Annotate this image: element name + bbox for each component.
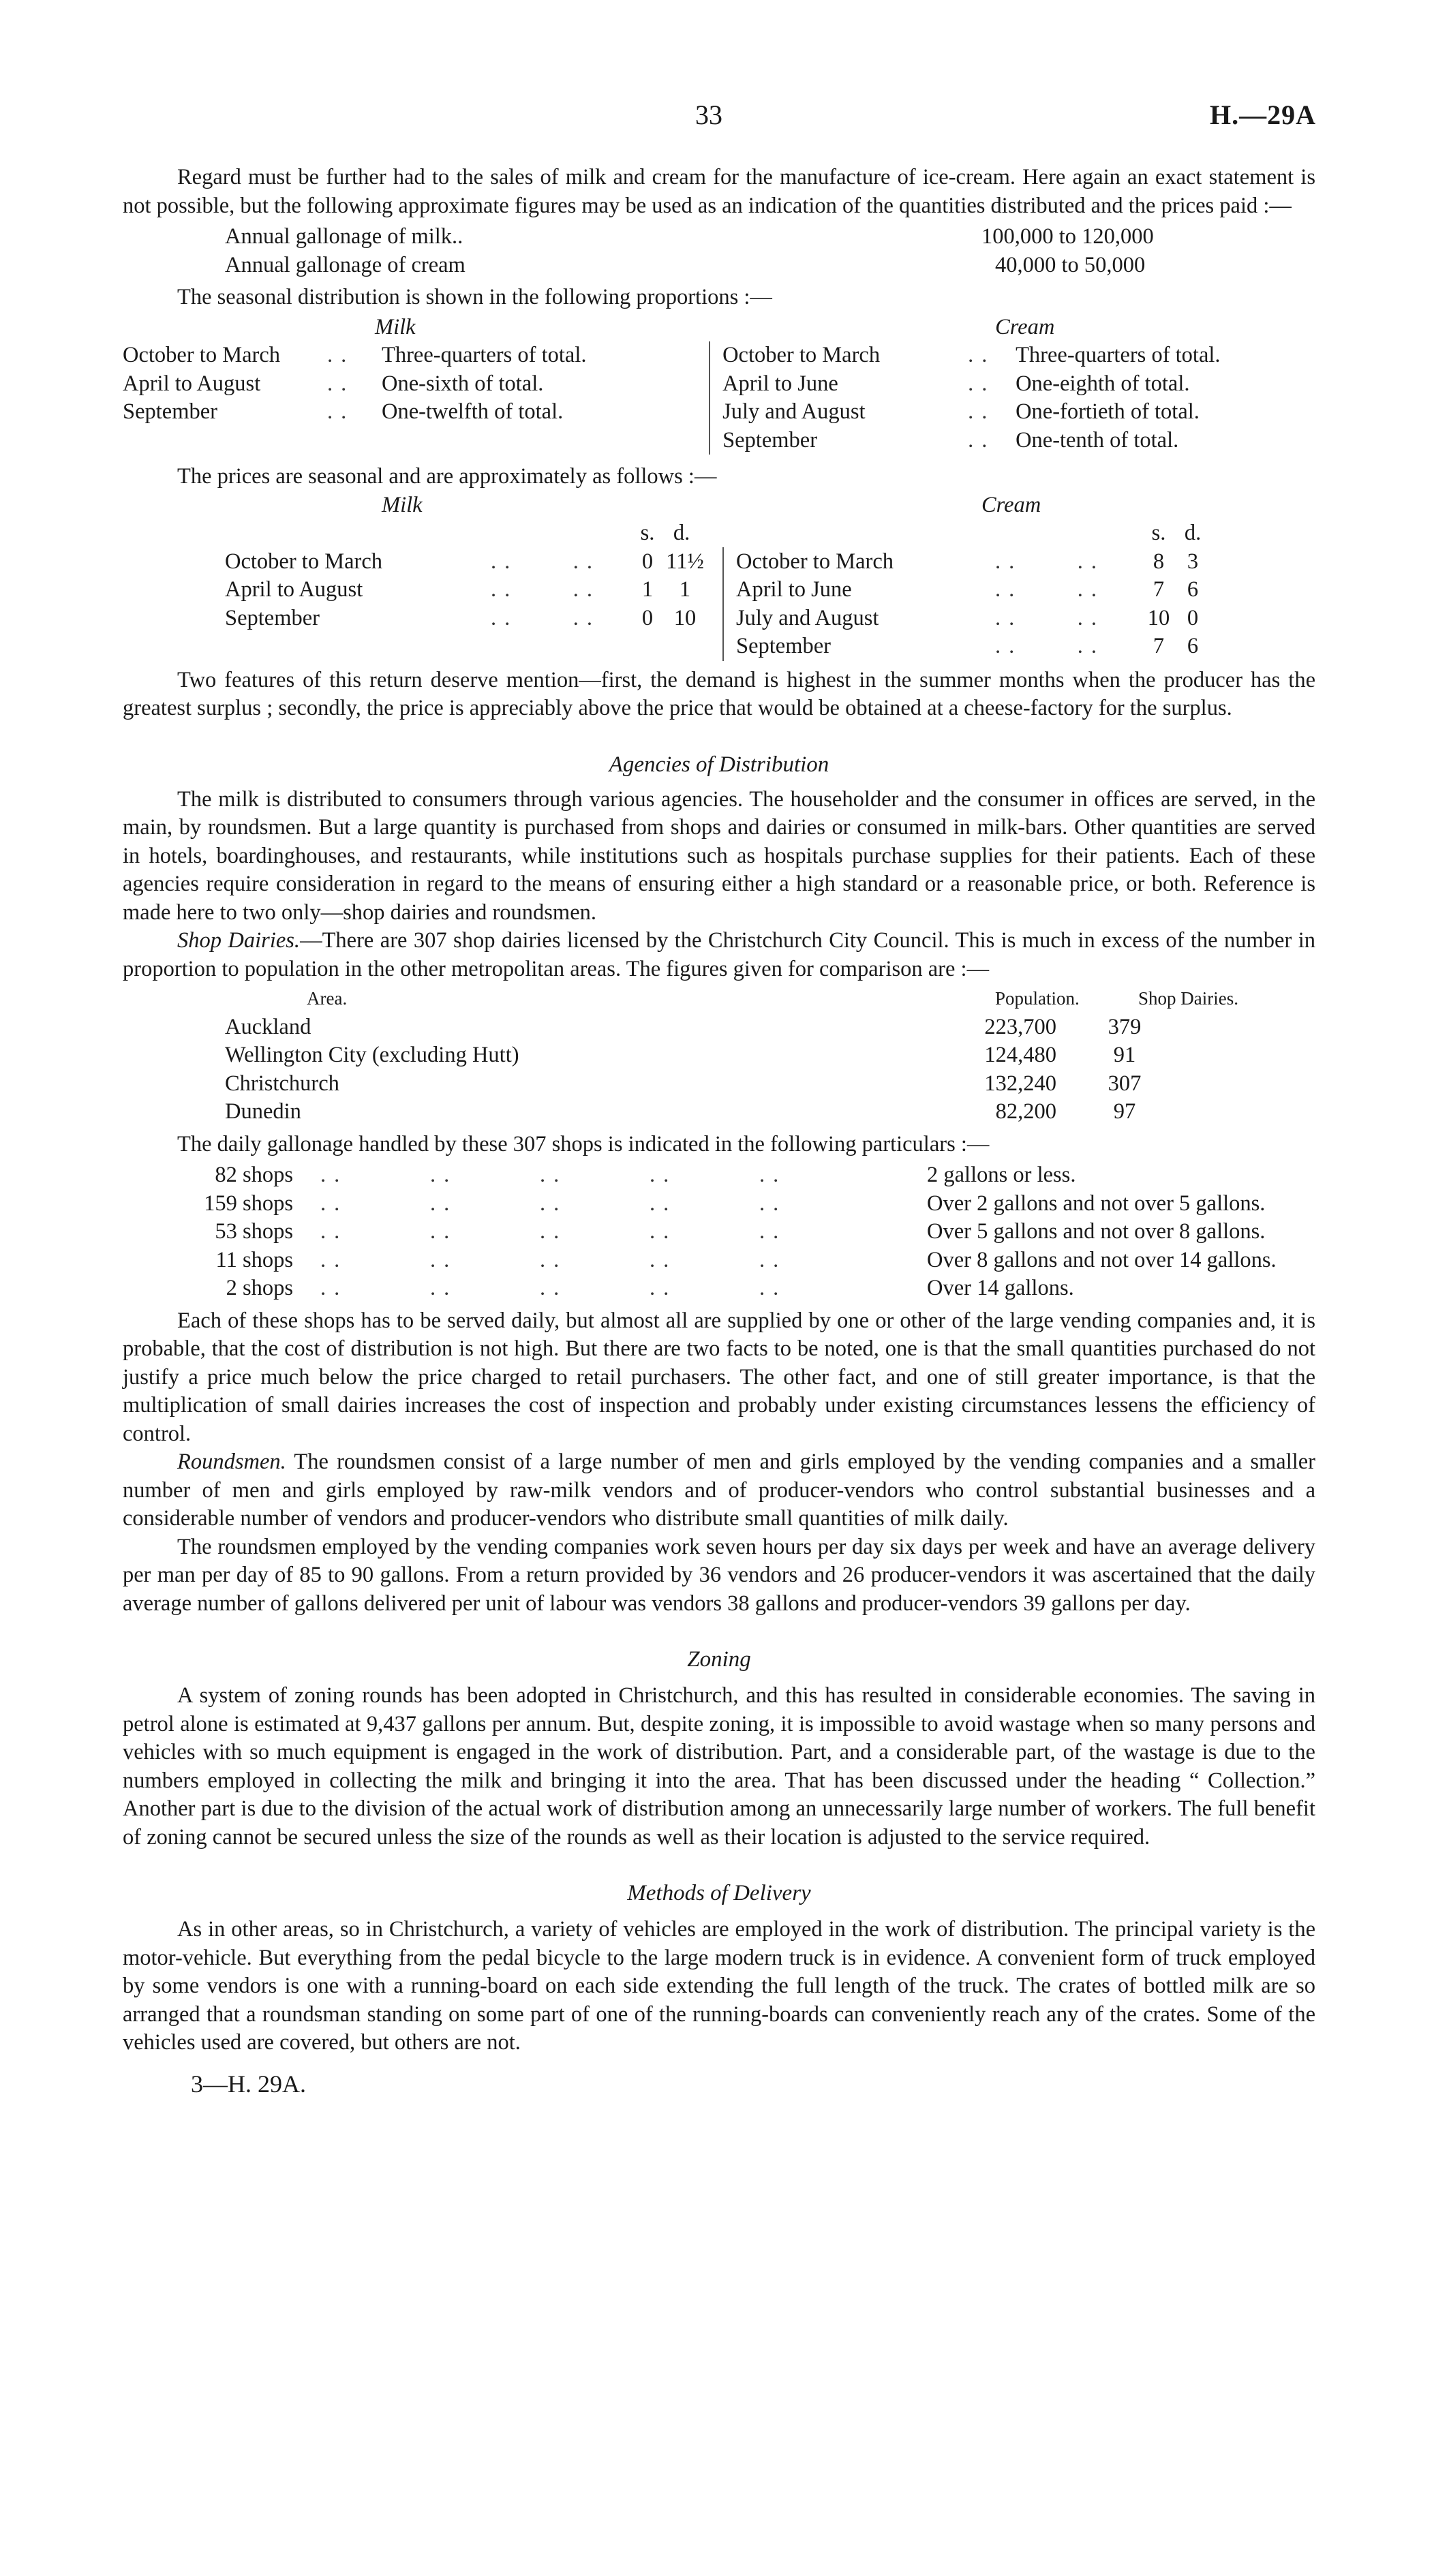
- period: July and August: [736, 605, 879, 630]
- prices-milk-title: Milk: [382, 492, 423, 517]
- period: April to June: [722, 371, 838, 396]
- shop-dairies: 91: [1113, 1043, 1136, 1067]
- gallonage-row: [123, 1274, 1315, 1303]
- period: October to March: [722, 343, 881, 367]
- shop-count: 2 shops: [226, 1276, 293, 1300]
- pence: 11½: [666, 549, 704, 574]
- prices-milk: [123, 491, 722, 661]
- prices-cream-row: [736, 604, 1315, 633]
- seasonal-cream: [709, 314, 1315, 455]
- shillings: 8: [1153, 549, 1165, 574]
- section-heading-agencies: Agencies of Distribution: [609, 752, 829, 777]
- period: April to August: [123, 371, 261, 396]
- gallon-range: Over 5 gallons and not over 8 gallons.: [927, 1219, 1266, 1244]
- shop-count: 82 shops: [215, 1163, 293, 1187]
- page-number: 33: [695, 99, 722, 130]
- period: October to March: [736, 549, 894, 574]
- leader: .. .. .. .. ..: [320, 1191, 787, 1216]
- seasonal-cream-title: Cream: [995, 314, 1055, 339]
- header-shop-dairies: Shop Dairies.: [1138, 988, 1238, 1009]
- roundsmen-delivery-paragraph: The roundsmen employed by the vending companies work seven hours per day six days per week and have an average delivery per man per day of 85 to 90 gallons. From a return provided by 36 vendors and 26 producer-vendors it was ascertained that the daily average number of gallons delivered per unit of labour was vendors 38 gallons and producer-vendors 39 gallons per day.: [123, 1534, 1315, 1616]
- period: April to June: [736, 577, 852, 602]
- gallonage-list: [225, 223, 1288, 279]
- leader: ..: [327, 371, 355, 396]
- leader: .. ..: [995, 605, 1105, 630]
- shillings: 10: [1147, 605, 1170, 630]
- population-row: [123, 1013, 1315, 1042]
- share: One-sixth of total.: [382, 371, 544, 396]
- shillings: 7: [1153, 634, 1165, 658]
- pence: 0: [1187, 605, 1199, 630]
- leader: .. ..: [491, 577, 600, 602]
- roundsmen-text: The roundsmen consist of a large number of men and girls employed by the vending companies and a smaller number of men and girls employed by raw-milk vendors and of producer-vendors who control substantial businesses and a considerable number of vendors and producer-vendors who distribute small quantities of milk daily.: [123, 1450, 1315, 1531]
- population-row: [123, 1041, 1315, 1070]
- shop-dairies-paragraph: [123, 927, 1315, 983]
- leader: ..: [968, 427, 996, 453]
- shillings: 0: [641, 605, 654, 630]
- population-row: [123, 1070, 1315, 1099]
- page-body: [123, 164, 1315, 2098]
- prices-cream-row: [736, 576, 1315, 604]
- delivery-paragraph: As in other areas, so in Christchurch, a variety of vehicles are employed in the work of distribution. The principal variety is the motor-vehicle. But everything from the pedal bicycle to the large modern truck is in evidence. A convenient form of truck employed by some vendors is one with a running-board on each side extending the full length of the truck. The crates of bottled milk are so arranged that a roundsman standing on some part of one of the running-boards can conveniently reach any of the crates. Some of the vehicles used are covered, but others are not.: [123, 1917, 1315, 2055]
- leader: ..: [327, 399, 355, 424]
- share: Three-quarters of total.: [382, 343, 587, 367]
- section-heading-delivery: Methods of Delivery: [627, 1881, 811, 1905]
- seasonal-intro: The seasonal distribution is shown in the following proportions :—: [177, 285, 772, 309]
- population: 132,240: [984, 1071, 1056, 1096]
- period: April to August: [225, 577, 363, 602]
- col-s: s.: [640, 521, 655, 545]
- seasonal-milk-row: [123, 341, 709, 370]
- gallon-range: Over 8 gallons and not over 14 gallons.: [927, 1247, 1277, 1272]
- shop-dairies: 307: [1108, 1071, 1142, 1096]
- shillings: 7: [1153, 577, 1165, 602]
- gallonage-value: 100,000 to 120,000: [981, 224, 1154, 249]
- period: September: [225, 605, 320, 630]
- gallon-range: Over 2 gallons and not over 5 gallons.: [927, 1191, 1266, 1216]
- seasonal-table: [123, 313, 1315, 455]
- shop-count: 159 shops: [204, 1191, 293, 1216]
- prices-cream-row: [736, 632, 1315, 661]
- leader: .. ..: [491, 605, 600, 630]
- share: One-tenth of total.: [1016, 427, 1179, 453]
- shop-dairies: 379: [1108, 1014, 1142, 1039]
- share: Three-quarters of total.: [1016, 343, 1221, 367]
- leader: .. .. .. .. ..: [320, 1247, 787, 1272]
- prices-col-header: [123, 519, 722, 548]
- header-population: Population.: [995, 988, 1080, 1009]
- leader: .. .. .. .. ..: [320, 1276, 787, 1300]
- share: One-fortieth of total.: [1016, 399, 1200, 424]
- shop-dairies-label: Shop Dairies.: [177, 928, 301, 953]
- leader: ..: [968, 371, 996, 396]
- area: Wellington City (excluding Hutt): [225, 1043, 519, 1067]
- roundsmen-label: Roundsmen.: [177, 1450, 286, 1474]
- prices-conclusion: Two features of this return deserve mention—first, the demand is highest in the summer months when the producer has the greatest surplus ; secondly, the price is appreciably above the price that would be obtained at a cheese-factory for the surplus.: [123, 667, 1315, 720]
- share: One-eighth of total.: [1016, 371, 1190, 396]
- section-heading-zoning: Zoning: [687, 1647, 751, 1672]
- shop-count: 11 shops: [215, 1247, 293, 1272]
- shops-paragraph: Each of these shops has to be served daily, but almost all are supplied by one or other of the large vending companies and, it is probable, that the cost of distribution is not high. But there are two facts to be noted, one is that the small quantities purchased do not justify a price much below the price charged to retail purchasers. The other fact, and one of still greater importance, is that the multiplication of small dairies increases the cost of inspection and probably under existing circumstances lessens the efficiency of control.: [123, 1308, 1315, 1446]
- prices-intro: The prices are seasonal and are approximately as follows :—: [177, 464, 717, 489]
- seasonal-cream-row: [722, 370, 1315, 399]
- col-s: s.: [1151, 521, 1166, 545]
- footer-signature: 3—H. 29A.: [191, 2070, 306, 2098]
- population: 124,480: [984, 1043, 1056, 1067]
- gallonage-row: [123, 1161, 1315, 1190]
- population-table-header: [123, 985, 1315, 1013]
- prices-milk-row: [123, 548, 722, 577]
- agencies-paragraph: The milk is distributed to consumers through various agencies. The householder and the consumer in offices are served, in the main, by roundsmen. But a large quantity is purchased from shops and dairies or consumed in milk-bars. Other quantities are served in hotels, boardinghouses, and restaurants, while institutions such as hospitals purchase supplies for their patients. Each of these agencies require consideration in regard to the means of ensuring either a high standard or a reasonable price, or both. Reference is made here to two only—shop dairies and roundsmen.: [123, 786, 1315, 925]
- area: Christchurch: [225, 1071, 339, 1096]
- gallon-range: Over 14 gallons.: [927, 1276, 1074, 1300]
- period: October to March: [225, 549, 383, 574]
- population-row: [123, 1098, 1315, 1126]
- pence: 3: [1187, 549, 1199, 574]
- gallonage-row: [225, 223, 1288, 251]
- seasonal-cream-row: [722, 341, 1315, 370]
- leader: .. ..: [491, 549, 600, 574]
- roundsmen-paragraph: [123, 1448, 1315, 1533]
- leader: .. .. .. .. ..: [320, 1219, 787, 1244]
- seasonal-cream-row: [722, 427, 1315, 455]
- header-area: Area.: [307, 988, 348, 1009]
- pence: 10: [673, 605, 697, 630]
- period: October to March: [123, 343, 281, 367]
- gallonage-table: [123, 1161, 1315, 1303]
- population: 82,200: [995, 1099, 1056, 1124]
- leader: .. ..: [995, 634, 1105, 658]
- gallonage-row: [123, 1246, 1315, 1275]
- intro-paragraph: Regard must be further had to the sales of milk and cream for the manufacture of ice-cream. Here again an exact statement is not possible, but the following approximate figures may be used as an indication of the quantities distributed and the prices paid :—: [123, 165, 1315, 218]
- leader: ..: [327, 343, 355, 367]
- period: September: [123, 399, 217, 424]
- prices-table: [123, 491, 1315, 661]
- col-d: d.: [673, 521, 690, 545]
- period: September: [736, 634, 831, 658]
- seasonal-milk-title: Milk: [375, 314, 416, 339]
- shop-dairies-text: —There are 307 shop dairies licensed by the Christchurch City Council. This is much in excess of the number in proportion to population in the other metropolitan areas. The figures given for comparison are :—: [123, 928, 1316, 981]
- leader: .. .. .. .. ..: [320, 1163, 787, 1187]
- leader: .. ..: [995, 549, 1105, 574]
- col-d: d.: [1184, 521, 1202, 545]
- leader: .. ..: [995, 577, 1105, 602]
- prices-cream: [722, 492, 1315, 661]
- shop-dairies: 97: [1113, 1099, 1136, 1124]
- shillings: 0: [641, 549, 654, 574]
- gallonage-row: [123, 1218, 1315, 1246]
- pence: 6: [1187, 577, 1199, 602]
- leader: ..: [968, 399, 996, 424]
- prices-cream-row: [736, 548, 1315, 577]
- gallonage-row: [225, 251, 1288, 280]
- gallon-range: 2 gallons or less.: [927, 1163, 1076, 1187]
- gallonage-value: 40,000 to 50,000: [995, 252, 1146, 277]
- seasonal-milk: [123, 313, 709, 455]
- pence: 6: [1187, 634, 1199, 658]
- gallonage-label: Annual gallonage of cream: [225, 252, 466, 277]
- gallonage-intro: The daily gallonage handled by these 307 shops is indicated in the following particulars :—: [177, 1131, 990, 1156]
- shillings: 1: [641, 577, 654, 602]
- seasonal-milk-row: [123, 398, 709, 427]
- pence: 1: [679, 577, 691, 602]
- gallonage-row: [123, 1190, 1315, 1218]
- period: September: [722, 427, 818, 453]
- prices-col-header: [736, 519, 1315, 548]
- document-reference: H.—29A: [1210, 99, 1316, 130]
- prices-cream-title: Cream: [981, 492, 1041, 517]
- prices-milk-row: [123, 604, 722, 633]
- zoning-paragraph: A system of zoning rounds has been adopted in Christchurch, and this has resulted in considerable economies. The saving in petrol alone is estimated at 9,437 gallons per annum. But, despite zoning, it is impossible to avoid wastage when so many persons and vehicles with so much equipment is engaged in the work of distribution. Part, and a considerable part, of the wastage is due to the numbers employed in collecting the milk and bringing it into the area. That has been discussed under the heading “ Collection.” Another part is due to the division of the actual work of distribution among an unnecessarily large number of workers. The full benefit of zoning cannot be secured unless the size of the rounds as well as their location is adjusted to the service required.: [123, 1683, 1315, 1850]
- share: One-twelfth of total.: [382, 399, 564, 424]
- population: 223,700: [984, 1014, 1056, 1039]
- seasonal-milk-row: [123, 370, 709, 399]
- leader: ..: [968, 343, 996, 367]
- shop-count: 53 shops: [215, 1219, 293, 1244]
- period: July and August: [722, 399, 866, 424]
- prices-milk-row: [123, 576, 722, 604]
- seasonal-cream-row: [722, 398, 1315, 427]
- gallonage-label: Annual gallonage of milk..: [225, 224, 463, 249]
- area: Auckland: [225, 1014, 311, 1039]
- population-table: [123, 985, 1315, 1126]
- area: Dunedin: [225, 1099, 301, 1124]
